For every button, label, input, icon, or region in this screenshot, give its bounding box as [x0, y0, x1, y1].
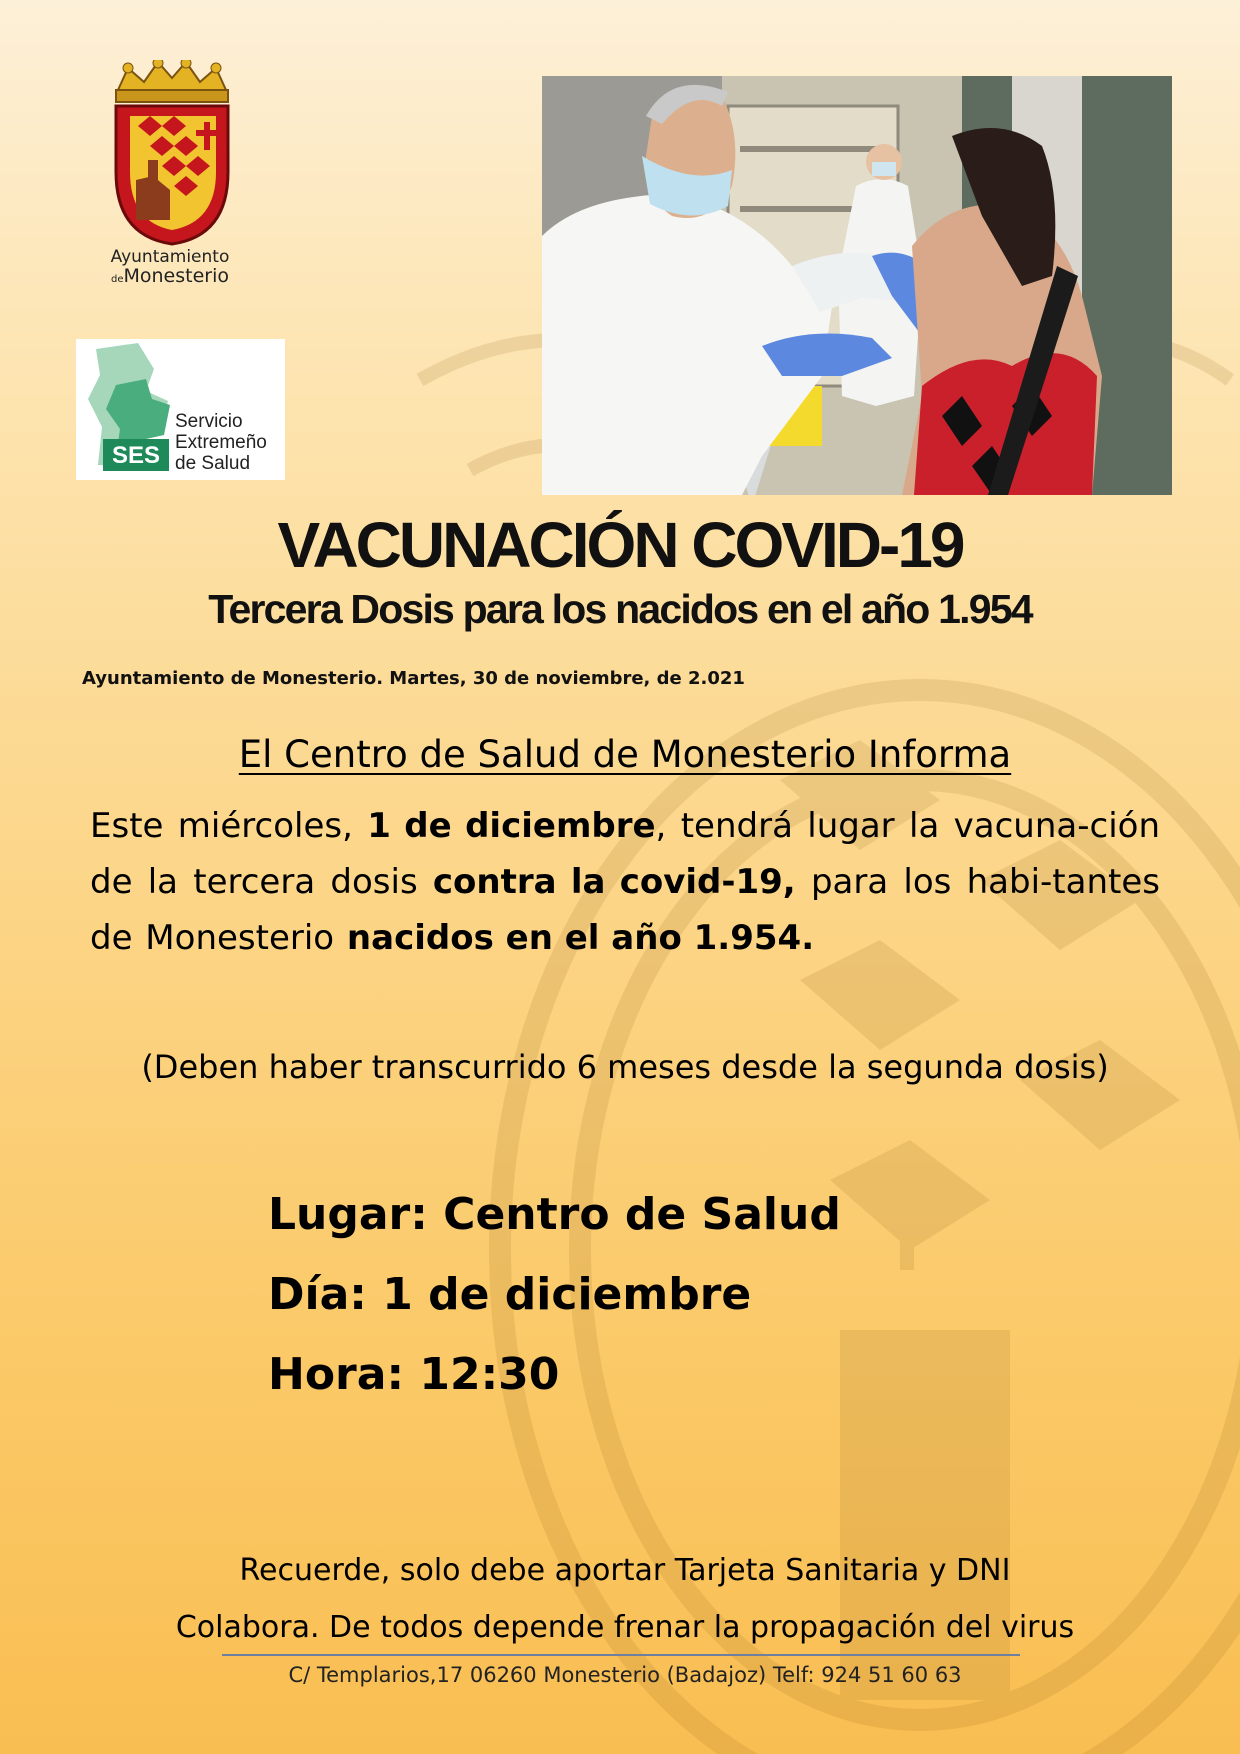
- footer-address: C/ Templarios,17 06260 Monesterio (Badajoz) Telf: 924 51 60 63: [288, 1663, 962, 1687]
- para-text-2: , tendrá lugar la vacuna-ción de la tercera dosis: [90, 806, 1160, 902]
- para-bold-1: 1 de diciembre: [367, 806, 656, 846]
- reminder-text: Recuerde, solo debe aportar Tarjeta Sanitaria y DNI: [239, 1553, 1011, 1588]
- dose-interval-note: (Deben haber transcurrido 6 meses desde la segunda dosis): [141, 1048, 1109, 1086]
- page-title: VACUNACIÓN COVID-19: [277, 509, 963, 581]
- vaccination-photo: [542, 76, 1172, 495]
- announcement-paragraph: [90, 798, 1160, 966]
- dateline: Ayuntamiento de Monesterio. Martes, 30 de noviembre, de 2.021: [82, 668, 745, 689]
- footer-rule: [222, 1654, 1020, 1656]
- town-crest-logo: [104, 60, 240, 246]
- ses-line1: Servicio: [175, 411, 243, 432]
- detail-dia: Día: 1 de diciembre: [268, 1269, 752, 1320]
- para-bold-2: contra la covid-19,: [432, 862, 796, 902]
- town-caption-de: de: [110, 274, 124, 286]
- detail-lugar: Lugar: Centro de Salud: [268, 1189, 841, 1240]
- para-bold-3: nacidos en el año 1.954.: [346, 918, 815, 958]
- detail-hora: Hora: 12:30: [268, 1349, 560, 1400]
- page-subtitle: Tercera Dosis para los nacidos en el año 1.954: [208, 586, 1032, 632]
- informa-heading: El Centro de Salud de Monesterio Informa: [238, 733, 1012, 776]
- ses-logo: [76, 339, 285, 480]
- ses-abbr: SES: [111, 442, 161, 469]
- event-details: [268, 1180, 841, 1420]
- para-text-3: para los habi-tantes de Monesterio: [90, 862, 1160, 958]
- ses-line3: de Salud: [175, 453, 251, 474]
- town-caption-line2: Monesterio: [123, 265, 229, 288]
- town-caption-line1: Ayuntamiento: [110, 247, 230, 267]
- ses-line2: Extremeño: [175, 432, 267, 453]
- para-text-1: Este miércoles,: [90, 806, 368, 846]
- collaborate-text: Colabora. De todos depende frenar la propagación del virus: [175, 1610, 1075, 1645]
- town-crest-caption: [80, 248, 260, 287]
